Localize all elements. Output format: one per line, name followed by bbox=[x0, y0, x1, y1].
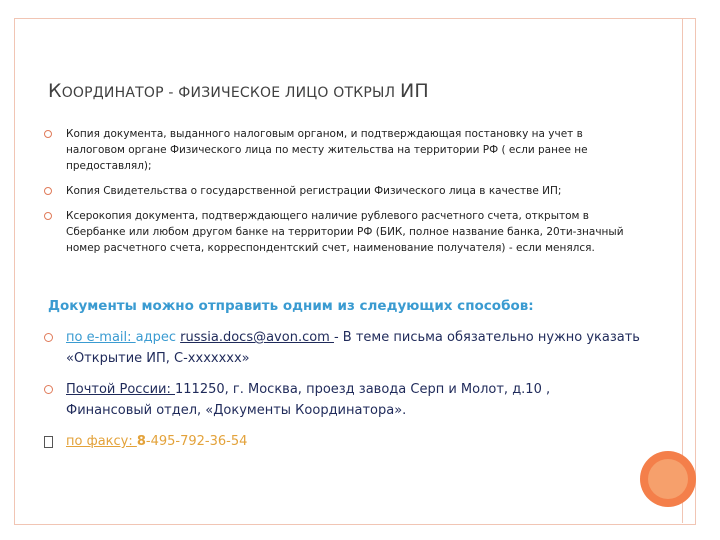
email-instructions: - В теме письма обязательно нужно указать «Открытие ИП, С-xxxxxxx» bbox=[66, 330, 640, 366]
circle-bullet-icon bbox=[44, 212, 52, 220]
list-item-text: Копия Свидетельства о государственной регистрации Физического лица в качестве ИП; bbox=[66, 185, 562, 197]
list-item bbox=[40, 126, 640, 174]
circle-bullet-icon bbox=[44, 187, 52, 195]
email-method bbox=[40, 327, 640, 369]
fax-digits: -495-792-36-54 bbox=[145, 434, 248, 449]
decorative-orange-circle bbox=[640, 451, 696, 507]
required-documents-list bbox=[40, 126, 640, 265]
list-item bbox=[40, 183, 640, 199]
email-address-link[interactable]: russia.docs@avon.com bbox=[180, 330, 334, 345]
slide-title bbox=[48, 80, 668, 102]
box-bullet-icon bbox=[44, 436, 53, 448]
circle-bullet-icon bbox=[44, 385, 53, 394]
list-item-text: Ксерокопия документа, подтверждающего наличие рублевого расчетного счета, открытом в Сбербанке или любом другом банке на территории РФ (БИК, полное название банка, 20ти-значный номер расчетного счета, корреспондентский счет, наименование получателя) - если менялся. bbox=[66, 210, 624, 254]
fax-method bbox=[40, 431, 640, 452]
circle-bullet-icon bbox=[44, 333, 53, 342]
title-main: ООРДИНАТОР - ФИЗИЧЕСКОЕ ЛИЦО ОТКРЫЛ bbox=[61, 85, 400, 101]
send-methods-list bbox=[40, 327, 640, 462]
slide-side-line bbox=[682, 18, 683, 523]
circle-bullet-icon bbox=[44, 130, 52, 138]
title-ip: ИП bbox=[399, 80, 429, 102]
post-address: 111250, г. Москва, проезд завода Серп и Молот, д.10 , Финансовый отдел, «Документы Координатора». bbox=[66, 382, 551, 418]
list-item bbox=[40, 208, 640, 256]
email-addr-word: адрес bbox=[135, 330, 181, 345]
post-label: Почтой России: bbox=[66, 382, 176, 397]
post-method bbox=[40, 379, 640, 421]
email-label: по e-mail: bbox=[66, 330, 136, 345]
list-item-text: Копия документа, выданного налоговым органом, и подтверждающая постановку на учет в налоговом органе Физического лица по месту жительства на территории РФ ( если ранее не предоставлял); bbox=[66, 128, 588, 172]
send-methods-heading: Документы можно отправить одним из следующих способов: bbox=[48, 298, 534, 314]
fax-prefix: 8 bbox=[136, 434, 146, 449]
fax-number bbox=[137, 434, 248, 449]
fax-label: по факсу: bbox=[66, 434, 137, 449]
title-initial: К bbox=[48, 80, 62, 102]
